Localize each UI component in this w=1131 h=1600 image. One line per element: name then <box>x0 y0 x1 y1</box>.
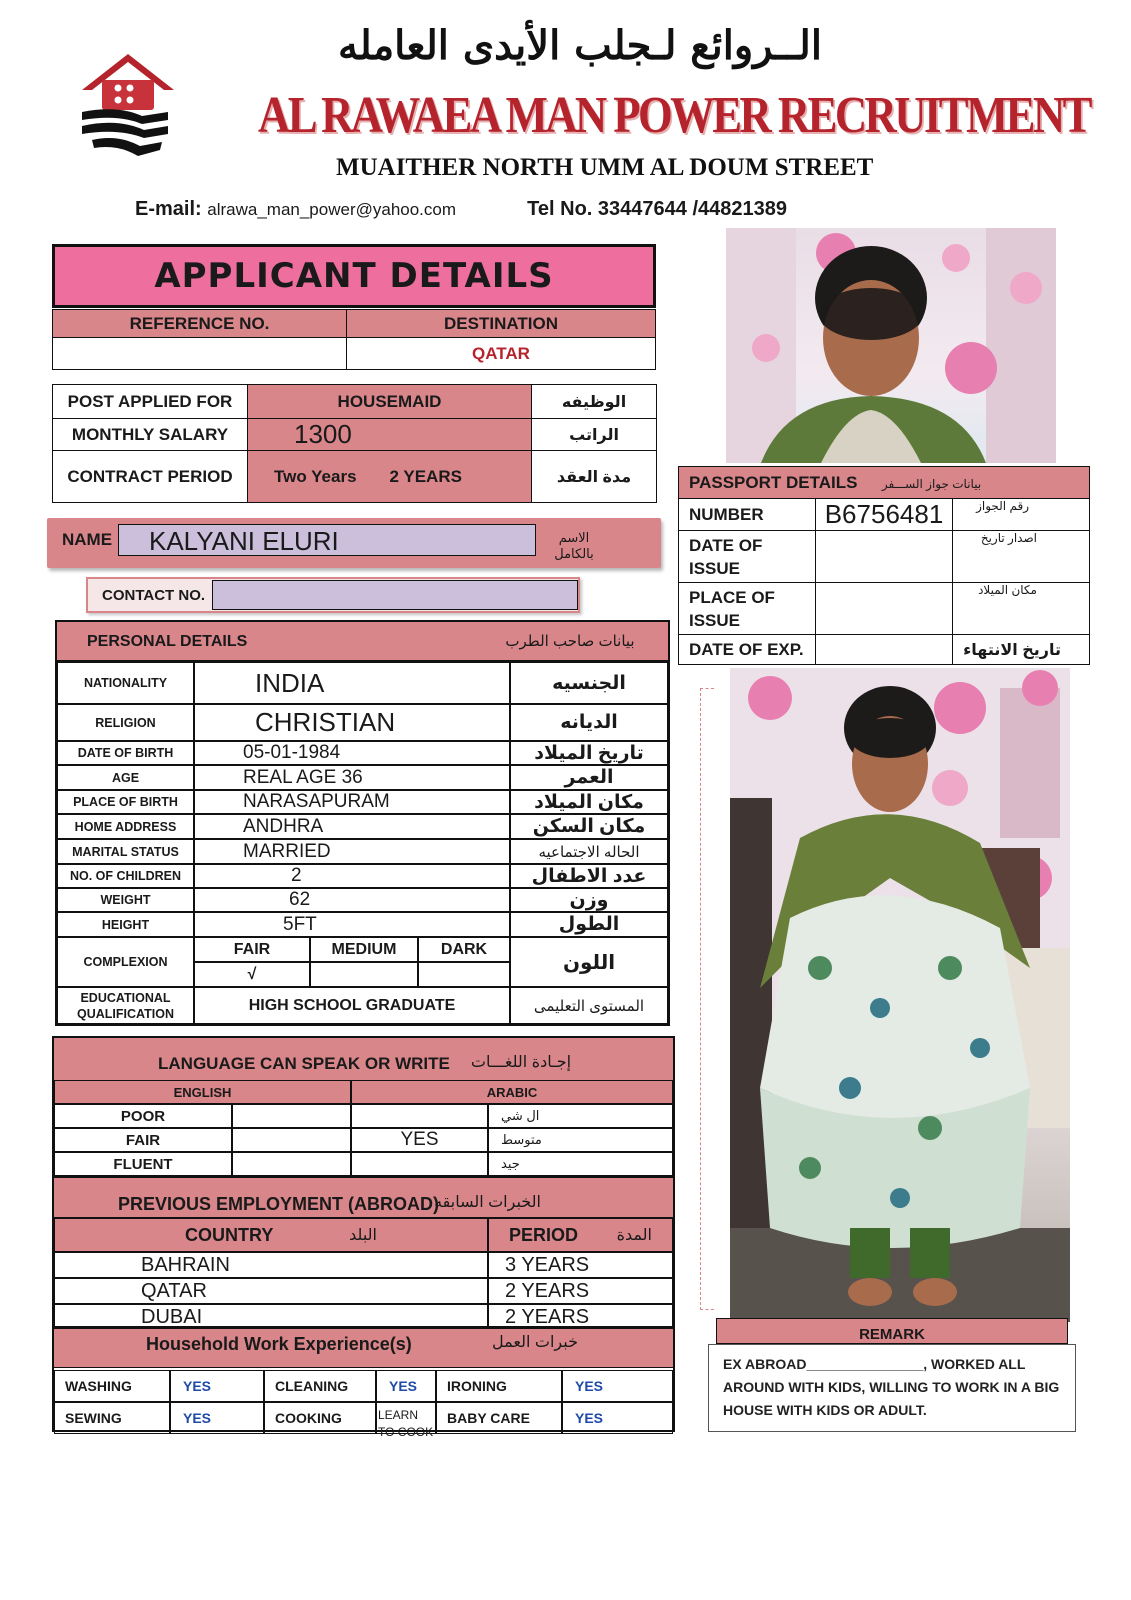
personal-label-0: NATIONALITY <box>57 662 194 704</box>
passport-title-arabic: بيانات جواز الســـفر <box>881 476 982 491</box>
language-level-0: POOR <box>54 1104 232 1128</box>
personal-label-2: DATE OF BIRTH <box>57 741 194 765</box>
education-arabic: المستوى التعليمى <box>510 987 668 1024</box>
personal-label-7: NO. OF CHILDREN <box>57 864 194 888</box>
place-of-issue-label: PLACE OF ISSUE <box>679 583 816 635</box>
personal-label-8: WEIGHT <box>57 888 194 912</box>
email-value[interactable]: alrawa_man_power@yahoo.com <box>207 200 457 219</box>
personal-label-3: AGE <box>57 765 194 790</box>
personal-arabic-2: تاريخ الميلاد <box>510 741 668 765</box>
language-arabic-0[interactable] <box>351 1104 488 1128</box>
contact-field[interactable] <box>212 580 578 610</box>
household-title-arabic: خبرات العمل <box>492 1334 578 1351</box>
personal-value-6[interactable]: MARRIED <box>194 839 510 864</box>
arabic-company-title: الــروائع لـجلب الأيدى العامله <box>338 22 822 69</box>
complexion-dark-check[interactable] <box>418 962 510 987</box>
language-arabic-level-1: متوسط <box>488 1128 673 1152</box>
household-title: Household Work Experience(s) <box>146 1334 412 1354</box>
household-value-1-0[interactable]: YES <box>170 1402 264 1434</box>
date-of-expiry-label: DATE OF EXP. <box>679 635 816 665</box>
company-address: MUAITHER NORTH UMM AL DOUM STREET <box>336 154 874 181</box>
language-level-2: FLUENT <box>54 1152 232 1176</box>
reference-label: REFERENCE NO. <box>53 310 347 338</box>
language-level-1: FAIR <box>54 1128 232 1152</box>
employment-country-header: COUNTRY البلد <box>54 1218 488 1252</box>
salary-value: 1300 <box>248 419 532 451</box>
employment-period-header: PERIOD المدة <box>488 1218 673 1252</box>
employment-period-2: 2 YEARS <box>488 1304 673 1330</box>
household-skill-1-2: BABY CARE <box>436 1402 562 1434</box>
personal-value-4[interactable]: NARASAPURAM <box>194 790 510 814</box>
personal-value-9[interactable]: 5FT <box>194 912 510 937</box>
personal-label-4: PLACE OF BIRTH <box>57 790 194 814</box>
personal-value-8[interactable]: 62 <box>194 888 510 912</box>
contact-line <box>135 198 935 221</box>
education-value: HIGH SCHOOL GRADUATE <box>194 987 510 1024</box>
reference-value[interactable] <box>53 338 347 370</box>
personal-value-1[interactable]: CHRISTIAN <box>194 704 510 741</box>
language-arabic-1[interactable]: YES <box>351 1128 488 1152</box>
personal-value-2[interactable]: 05-01-1984 <box>194 741 510 765</box>
language-arabic-level-0: ال شي <box>488 1104 673 1128</box>
personal-arabic-1: الديانه <box>510 704 668 741</box>
language-arabic-level-2: جيد <box>488 1152 673 1176</box>
passport-number-label: NUMBER <box>679 499 816 531</box>
remark-header: REMARK <box>716 1318 1068 1344</box>
language-col-arabic: ARABIC <box>351 1080 673 1104</box>
household-skill-0-0: WASHING <box>54 1370 170 1402</box>
email-label: E-mail: <box>135 198 202 220</box>
passport-table <box>678 466 1090 665</box>
date-of-issue-label: DATE OF ISSUE <box>679 531 816 583</box>
applicant-headshot-photo <box>726 228 1056 463</box>
personal-details-title-arabic: بيانات صاحب الطرب <box>505 633 635 650</box>
employment-title-arabic: الخبرات السابقه <box>434 1194 541 1211</box>
personal-value-7[interactable]: 2 <box>194 864 510 888</box>
language-arabic-2[interactable] <box>351 1152 488 1176</box>
employment-country-1: QATAR <box>54 1278 488 1304</box>
household-skill-1-1: COOKING <box>264 1402 376 1434</box>
language-col-english: ENGLISH <box>54 1080 351 1104</box>
employment-country-2: DUBAI <box>54 1304 488 1330</box>
personal-value-5[interactable]: ANDHRA <box>194 814 510 839</box>
passport-number-arabic: رقم الجواز <box>953 499 1090 531</box>
personal-arabic-7: عدد الاطفال <box>510 864 668 888</box>
personal-value-3[interactable]: REAL AGE 36 <box>194 765 510 790</box>
household-value-0-0[interactable]: YES <box>170 1370 264 1402</box>
employment-title: PREVIOUS EMPLOYMENT (ABROAD) <box>118 1194 440 1214</box>
remark-line-3: HOUSE WITH KIDS OR ADULT. <box>723 1402 927 1418</box>
tel-value: 33447644 /44821389 <box>597 198 787 220</box>
language-title: LANGUAGE CAN SPEAK OR WRITE <box>158 1054 450 1073</box>
personal-arabic-9: الطول <box>510 912 668 937</box>
household-value-0-2[interactable]: YES <box>562 1370 673 1402</box>
applicant-details-title: APPLICANT DETAILS <box>52 244 656 308</box>
destination-value: QATAR <box>347 338 656 370</box>
tel-label: Tel No. <box>527 198 593 220</box>
date-of-expiry-arabic: تاريخ الانتهاء <box>953 635 1090 665</box>
personal-arabic-4: مكان الميلاد <box>510 790 668 814</box>
applicant-full-photo <box>730 668 1070 1322</box>
place-of-issue-arabic: مكان الميلاد <box>953 583 1090 635</box>
contract-value-words: Two Years <box>248 451 390 503</box>
contract-value-number: 2 YEARS <box>390 451 532 503</box>
contact-label: CONTACT NO. <box>102 587 206 604</box>
household-value-1-2[interactable]: YES <box>562 1402 673 1434</box>
reference-destination-table <box>52 309 656 370</box>
remark-line-1: EX ABROAD_______________, WORKED ALL <box>723 1356 1026 1372</box>
photo-frame <box>700 688 714 1310</box>
household-value-1-1[interactable]: LEARN TO COOK <box>376 1402 436 1434</box>
education-label: EDUCATIONAL QUALIFICATION <box>57 987 194 1024</box>
household-skill-0-2: IRONING <box>436 1370 562 1402</box>
place-of-issue-value[interactable] <box>816 583 953 635</box>
date-of-issue-value[interactable] <box>816 531 953 583</box>
personal-arabic-6: الحاله الاجتماعيه <box>510 839 668 864</box>
complexion-dark: DARK <box>418 937 510 962</box>
name-arabic: الاسم بالكامل <box>554 530 594 561</box>
post-value: HOUSEMAID <box>248 385 532 419</box>
passport-number-value: B6756481 <box>816 499 953 531</box>
complexion-medium: MEDIUM <box>310 937 418 962</box>
personal-arabic-8: وزن <box>510 888 668 912</box>
personal-arabic-0: الجنسيه <box>510 662 668 704</box>
language-title-arabic: إجـادة اللغـــات <box>470 1054 572 1071</box>
company-name: AL RAWAEA MAN POWER RECRUITMENT <box>258 87 1090 144</box>
contract-arabic: مدة العقد <box>532 451 657 503</box>
personal-arabic-5: مكان السكن <box>510 814 668 839</box>
remark-line-2: AROUND WITH KIDS, WILLING TO WORK IN A BIG <box>723 1379 1060 1395</box>
personal-label-1: RELIGION <box>57 704 194 741</box>
salary-arabic: الراتب <box>532 419 657 451</box>
post-arabic: الوظيفه <box>532 385 657 419</box>
passport-title: PASSPORT DETAILS <box>689 472 858 492</box>
employment-country-0: BAHRAIN <box>54 1252 488 1278</box>
language-english-0[interactable] <box>232 1104 351 1128</box>
post-label: POST APPLIED FOR <box>53 385 248 419</box>
household-skill-1-0: SEWING <box>54 1402 170 1434</box>
salary-label: MONTHLY SALARY <box>53 419 248 451</box>
language-english-2[interactable] <box>232 1152 351 1176</box>
destination-label: DESTINATION <box>347 310 656 338</box>
household-skill-0-1: CLEANING <box>264 1370 376 1402</box>
name-label: NAME <box>62 530 113 549</box>
complexion-arabic: اللون <box>510 937 668 987</box>
job-details-table <box>52 384 657 503</box>
complexion-label: COMPLEXION <box>57 937 194 987</box>
personal-arabic-3: العمر <box>510 765 668 790</box>
complexion-medium-check[interactable] <box>310 962 418 987</box>
personal-value-0[interactable]: INDIA <box>194 662 510 704</box>
complexion-fair: FAIR <box>194 937 310 962</box>
remark-box <box>708 1344 1076 1432</box>
personal-label-5: HOME ADDRESS <box>57 814 194 839</box>
personal-details-title: PERSONAL DETAILS <box>87 633 248 650</box>
household-value-0-1[interactable]: YES <box>376 1370 436 1402</box>
contract-label: CONTRACT PERIOD <box>53 451 248 503</box>
employment-period-0: 3 YEARS <box>488 1252 673 1278</box>
date-of-expiry-value[interactable] <box>816 635 953 665</box>
date-of-issue-arabic: اصدار تاريخ <box>953 531 1090 583</box>
employment-period-1: 2 YEARS <box>488 1278 673 1304</box>
complexion-fair-check[interactable]: √ <box>194 962 310 987</box>
name-field[interactable]: KALYANI ELURI <box>118 524 536 556</box>
language-english-1[interactable] <box>232 1128 351 1152</box>
personal-label-6: MARITAL STATUS <box>57 839 194 864</box>
company-logo <box>78 50 178 162</box>
personal-label-9: HEIGHT <box>57 912 194 937</box>
